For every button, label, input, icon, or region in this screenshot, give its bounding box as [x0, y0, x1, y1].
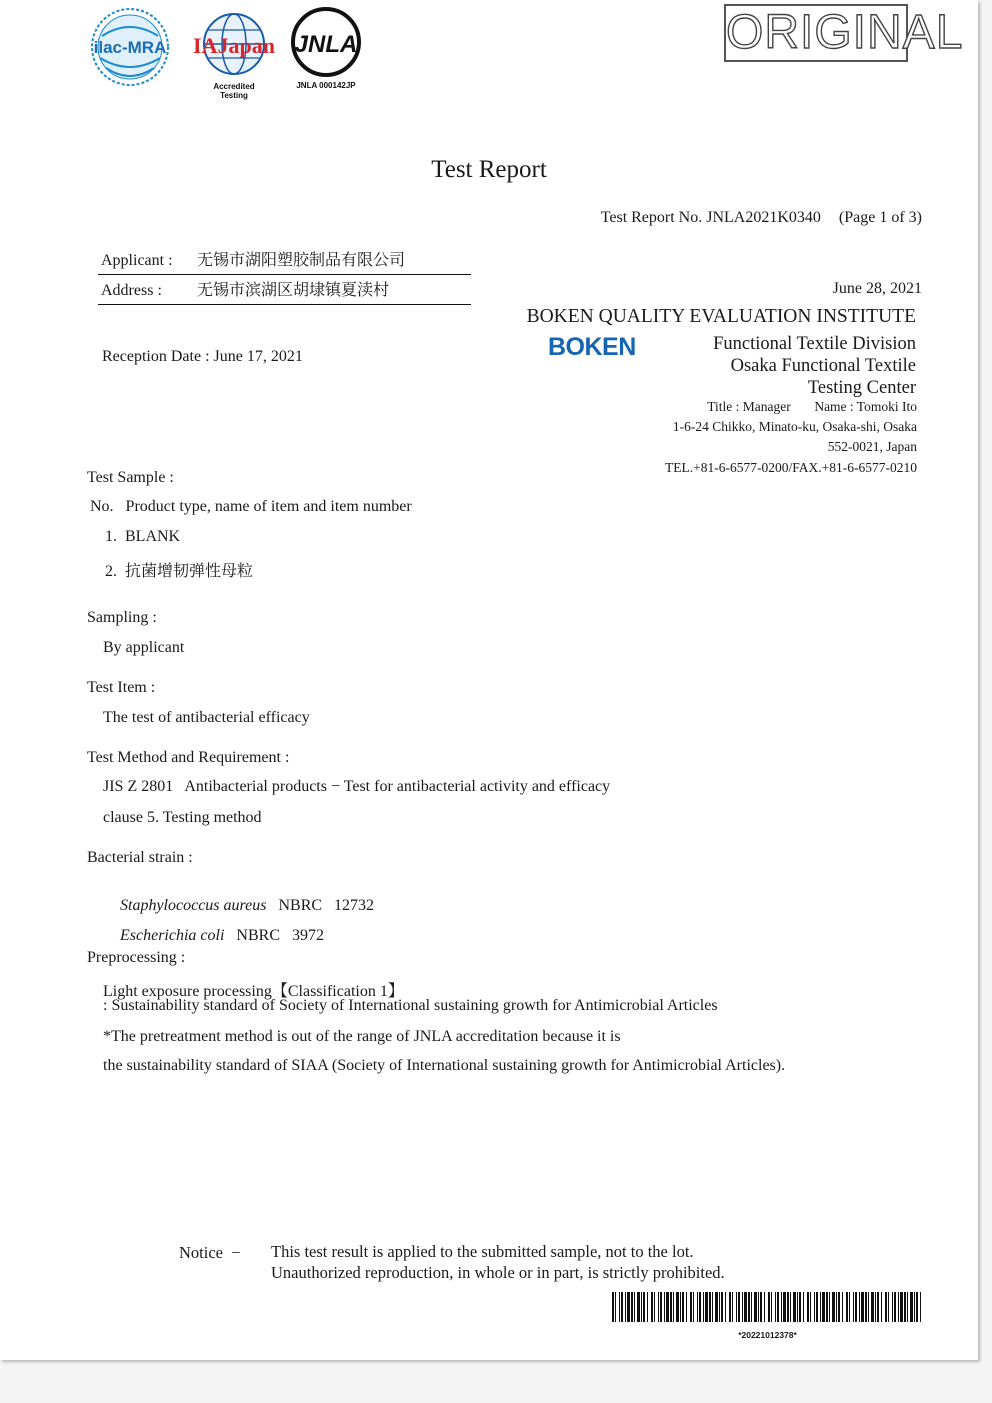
barcode-bar — [846, 1292, 848, 1322]
strain-name: Escherichia coli — [120, 927, 225, 944]
address-field — [98, 277, 471, 305]
barcode-bar — [738, 1292, 740, 1322]
barcode-bar — [799, 1292, 801, 1322]
svg-text:JNLA: JNLA — [294, 31, 358, 58]
barcode-bar — [690, 1292, 692, 1322]
barcode-bar — [861, 1292, 864, 1322]
notice-label: Notice − — [179, 1243, 241, 1262]
strain-code: NBRC 12732 — [278, 897, 375, 914]
barcode-bar — [670, 1292, 672, 1322]
barcode-bar — [898, 1292, 899, 1322]
barcode-bar — [712, 1292, 713, 1322]
barcode-bar — [768, 1292, 770, 1322]
barcode-bar — [654, 1292, 655, 1322]
barcode-bar — [748, 1292, 750, 1322]
barcode-bar — [625, 1292, 626, 1322]
barcode-bar — [875, 1292, 876, 1322]
sample-item: 2. 抗菌增韧弹性母粒 — [105, 563, 254, 580]
barcode-bar — [736, 1292, 737, 1322]
sample-table-header: No. Product type, name of item and item number — [90, 498, 412, 515]
barcode-bar — [910, 1292, 913, 1322]
barcode-bar — [666, 1292, 669, 1322]
barcode-bar — [807, 1292, 809, 1322]
barcode-bar — [643, 1292, 645, 1322]
barcode-bar — [693, 1292, 694, 1322]
svg-text:ilac-MRA: ilac-MRA — [93, 38, 167, 57]
barcode-bar — [836, 1292, 837, 1322]
barcode-bar — [894, 1292, 896, 1322]
preprocessing-line: : Sustainability standard of Society of International sustaining growth for Antimicrobial Articles — [103, 997, 718, 1014]
reception-date: Reception Date : June 17, 2021 — [102, 348, 303, 365]
barcode-bar — [810, 1292, 811, 1322]
svg-text:Accredited: Accredited — [213, 82, 255, 91]
barcode-bar — [651, 1292, 653, 1322]
barcode-bar — [885, 1292, 887, 1322]
barcode-bar — [832, 1292, 835, 1322]
barcode-bar — [754, 1292, 757, 1322]
test-method-line: clause 5. Testing method — [103, 809, 262, 826]
barcode-bar — [871, 1292, 874, 1322]
barcode-bar — [820, 1292, 821, 1322]
barcode-bar — [664, 1292, 665, 1322]
barcode-bar — [777, 1292, 779, 1322]
barcode-bar — [751, 1292, 752, 1322]
barcode-bar — [855, 1292, 857, 1322]
preprocessing-heading: Preprocessing : — [87, 949, 186, 966]
barcode-bar — [725, 1292, 726, 1322]
barcode-bar — [814, 1292, 815, 1322]
report-number-text: Test Report No. JNLA2021K0340 — [600, 209, 821, 226]
barcode-bar — [619, 1292, 620, 1322]
barcode-bar — [641, 1292, 642, 1322]
barcode-bar — [829, 1292, 830, 1322]
barcode — [612, 1292, 923, 1322]
applicant-value: 无锡市湖阳塑胶制品有限公司 — [197, 252, 406, 269]
barcode-bar — [868, 1292, 869, 1322]
strain-name: Staphylococcus aureus — [120, 897, 267, 914]
barcode-bar — [783, 1292, 786, 1322]
barcode-bar — [900, 1292, 903, 1322]
issuer-contact: TEL.+81-6-6577-0200/FAX.+81-6-6577-0210 — [665, 460, 917, 475]
barcode-bar — [660, 1292, 662, 1322]
barcode-bar — [631, 1292, 633, 1322]
barcode-bar — [699, 1292, 701, 1322]
barcode-bar — [721, 1292, 723, 1322]
barcode-bar — [709, 1292, 711, 1322]
barcode-bar — [680, 1292, 681, 1322]
preprocessing-line: the sustainability standard of SIAA (Society of International sustaining growth for Antimicrobial Articles). — [103, 1057, 786, 1074]
barcode-bar — [771, 1292, 772, 1322]
test-method-heading: Test Method and Requirement : — [87, 749, 290, 766]
signatory: Title : Manager Name : Tomoki Ito — [707, 399, 917, 414]
address-label: Address : — [101, 282, 162, 299]
bacterial-strain-heading: Bacterial strain : — [87, 849, 193, 866]
test-item-heading: Test Item : — [87, 679, 156, 696]
barcode-bar — [803, 1292, 804, 1322]
test-method-line: JIS Z 2801 Antibacterial products − Test for antibacterial activity and efficacy — [103, 778, 611, 795]
barcode-bar — [826, 1292, 828, 1322]
notice-text — [271, 1241, 725, 1283]
barcode-bar — [612, 1292, 614, 1322]
barcode-bar — [627, 1292, 630, 1322]
sampling-heading: Sampling : — [87, 609, 157, 626]
barcode-bar — [729, 1292, 731, 1322]
document-title: Test Report — [431, 156, 547, 183]
barcode-bar — [916, 1292, 918, 1322]
ilac-mra-logo — [92, 9, 168, 85]
institute-name: BOKEN QUALITY EVALUATION INSTITUTE — [526, 306, 916, 327]
issuer-address-line: 1-6-24 Chikko, Minato-ku, Osaka-shi, Osaka — [672, 419, 917, 434]
barcode-bar — [849, 1292, 850, 1322]
original-stamp — [724, 4, 964, 62]
address-value: 无锡市滨湖区胡埭镇夏渎村 — [197, 282, 390, 299]
barcode-bar — [816, 1292, 818, 1322]
barcode-bar — [914, 1292, 915, 1322]
test-sample-heading: Test Sample : — [87, 469, 174, 486]
barcode-bar — [621, 1292, 623, 1322]
test-item-value: The test of antibacterial efficacy — [103, 709, 310, 726]
barcode-bar — [715, 1292, 718, 1322]
preprocessing-line: *The pretreatment method is out of the range of JNLA accreditation because it is — [103, 1028, 621, 1045]
barcode-bar — [865, 1292, 867, 1322]
barcode-bar — [673, 1292, 674, 1322]
report-number — [601, 209, 922, 227]
barcode-bar — [703, 1292, 704, 1322]
barcode-bar — [697, 1292, 698, 1322]
barcode-bar — [859, 1292, 860, 1322]
svg-text:JNLA 000142JP: JNLA 000142JP — [296, 81, 356, 90]
jnla-logo — [293, 9, 359, 90]
division-line: Testing Center — [807, 378, 916, 398]
preprocessing-line: Light exposure processing【Classification 1】 — [103, 983, 404, 1000]
barcode-bar — [842, 1292, 843, 1322]
division-line: Functional Textile Division — [713, 334, 916, 354]
barcode-bar — [907, 1292, 908, 1322]
boken-logo: BOKEN — [548, 333, 636, 361]
svg-text:Testing: Testing — [220, 91, 248, 100]
barcode-bar — [686, 1292, 687, 1322]
barcode-bar — [615, 1292, 616, 1322]
barcode-bar — [892, 1292, 893, 1322]
notice-line: Unauthorized reproduction, in whole or in part, is strictly prohibited. — [271, 1263, 725, 1282]
applicant-label: Applicant : — [101, 252, 173, 269]
svg-text:IAJapan: IAJapan — [193, 33, 275, 58]
sample-item: 1. BLANK — [105, 528, 181, 545]
barcode-bar — [881, 1292, 882, 1322]
notice-line: This test result is applied to the submitted sample, not to the lot. — [271, 1242, 694, 1261]
barcode-bar — [682, 1292, 684, 1322]
barcode-bar — [760, 1292, 762, 1322]
sampling-value: By applicant — [103, 639, 185, 656]
division-line: Osaka Functional Textile — [730, 356, 916, 376]
barcode-bar — [647, 1292, 648, 1322]
barcode-bar — [744, 1292, 747, 1322]
barcode-number: *20221012378* — [738, 1330, 797, 1340]
barcode-bar — [797, 1292, 798, 1322]
barcode-bar — [822, 1292, 825, 1322]
barcode-bar — [853, 1292, 854, 1322]
barcode-bar — [676, 1292, 679, 1322]
barcode-bar — [658, 1292, 659, 1322]
barcode-bar — [742, 1292, 743, 1322]
barcode-bar — [719, 1292, 720, 1322]
barcode-bar — [787, 1292, 789, 1322]
barcode-bar — [781, 1292, 782, 1322]
barcode-bar — [637, 1292, 640, 1322]
barcode-bar — [758, 1292, 759, 1322]
barcode-bar — [793, 1292, 796, 1322]
iajapan-logo — [193, 14, 275, 100]
barcode-bar — [920, 1292, 921, 1322]
strain-code: NBRC 3972 — [236, 927, 324, 944]
issue-date: June 28, 2021 — [832, 280, 922, 297]
barcode-bar — [705, 1292, 708, 1322]
applicant-field — [98, 247, 471, 275]
barcode-bar — [775, 1292, 776, 1322]
accreditation-logos — [88, 6, 378, 104]
page-indicator: (Page 1 of 3) — [838, 209, 922, 226]
barcode-bar — [790, 1292, 791, 1322]
issuer-address-line: 552-0021, Japan — [827, 439, 917, 454]
barcode-bar — [764, 1292, 765, 1322]
barcode-bar — [634, 1292, 635, 1322]
division-block — [713, 333, 916, 399]
barcode-bar — [838, 1292, 840, 1322]
barcode-bar — [904, 1292, 906, 1322]
barcode-bar — [888, 1292, 889, 1322]
barcode-bar — [877, 1292, 879, 1322]
barcode-bar — [732, 1292, 733, 1322]
stamp-text: ORIGINAL — [726, 6, 964, 59]
